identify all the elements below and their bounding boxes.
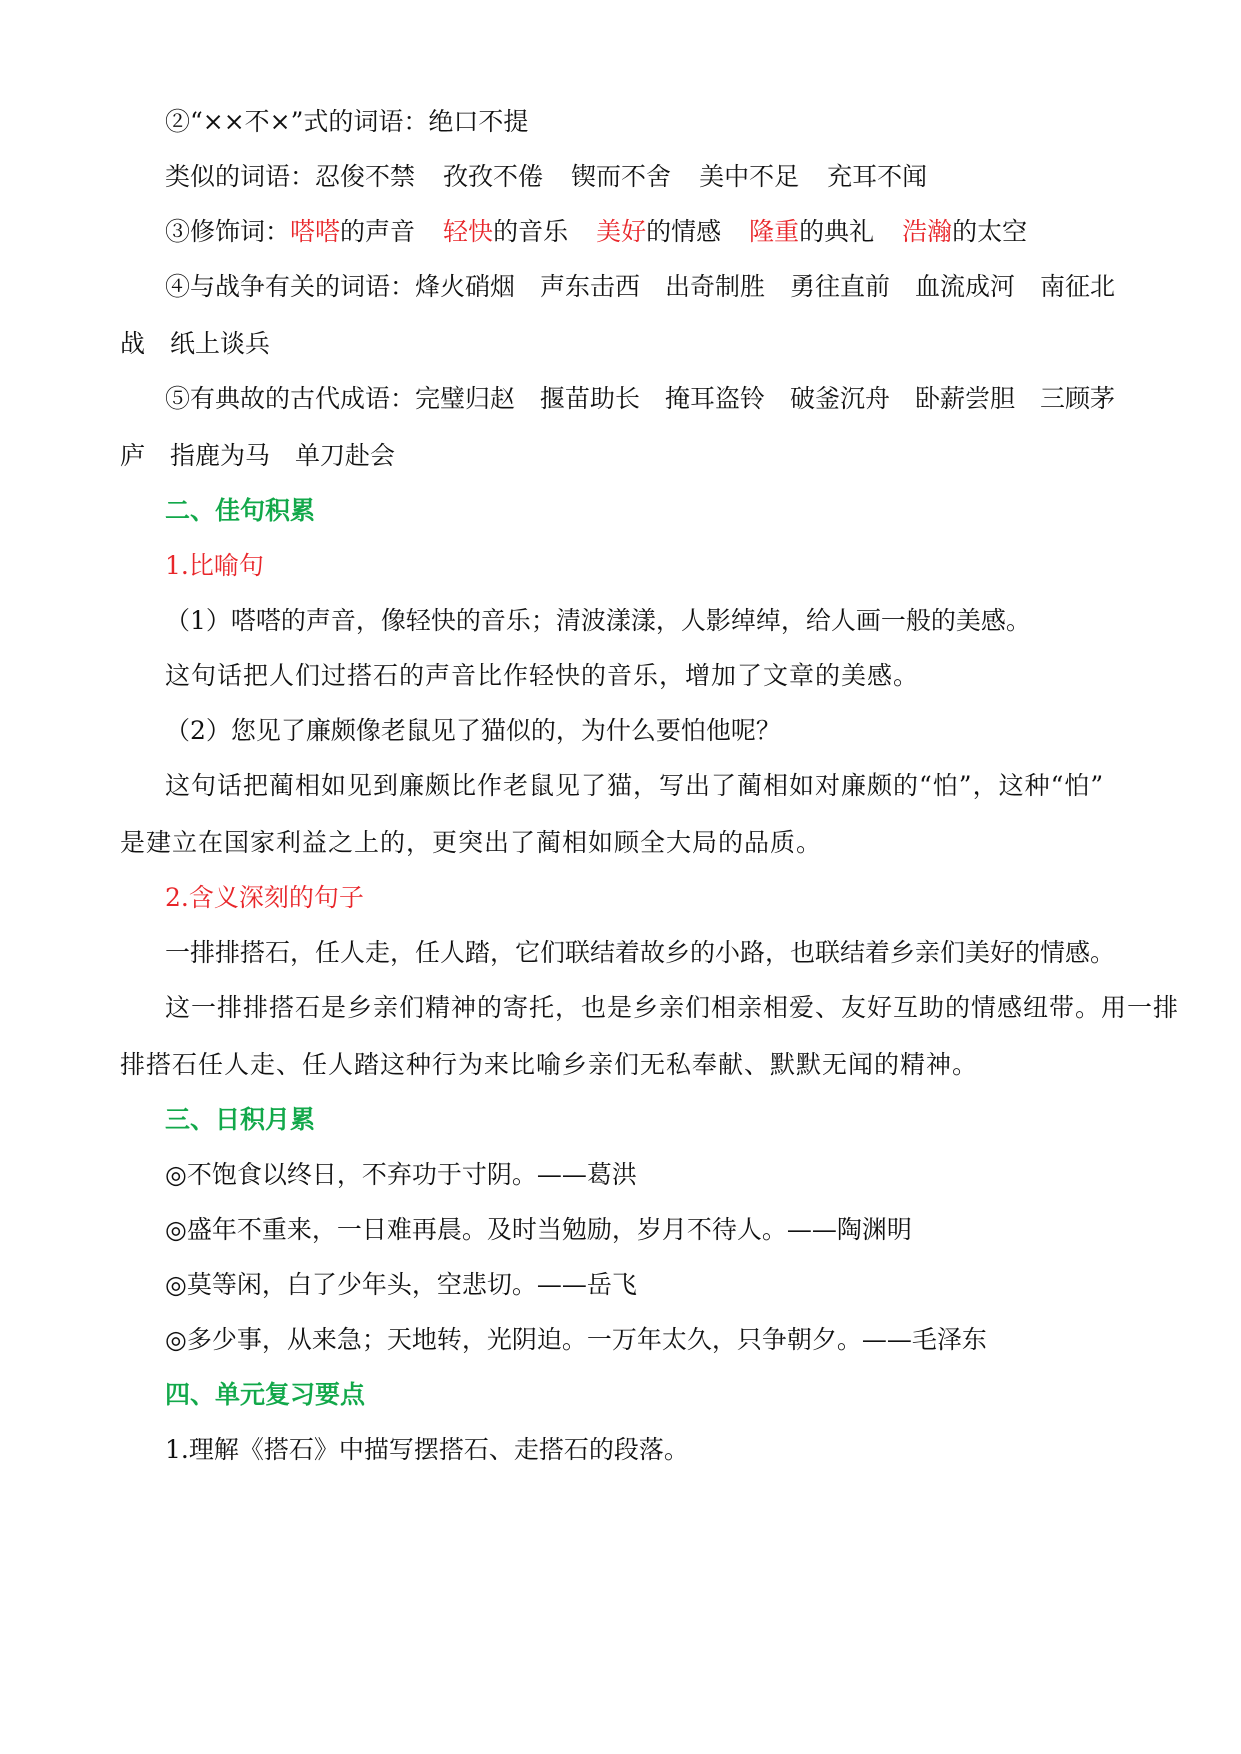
war-words-line-2: 战 纸上谈兵 [120,329,271,358]
idioms-line-1: ⑤有典故的古代成语：完璧归赵 揠苗助长 掩耳盗铃 破釜沉舟 卧薪尝胆 三顾茅 [165,384,1116,413]
sentence-3-note-line-1: 这一排排搭石是乡亲们精神的寄托，也是乡亲们相亲相爱、友好互助的情感纽带。用一排 [165,993,1180,1022]
quote-1: ◎不饱食以终日，不弃功于寸阴。——葛洪 [165,1160,637,1189]
section-2-heading: 二、佳句积累 [165,496,316,525]
modifier-words-line: ③修饰词：嗒嗒的声音 轻快的音乐 美好的情感 隆重的典礼 浩瀚的太空 [165,217,1028,246]
idioms-line-2: 庐 指鹿为马 单刀赴会 [120,441,396,470]
sentence-3: 一排排搭石，任人走，任人踏，它们联结着故乡的小路，也联结着乡亲们美好的情感。 [165,938,1116,967]
section-3-heading: 三、日积月累 [165,1105,316,1134]
quote-4: ◎多少事，从来急；天地转，光阴迫。一万年太久，只争朝夕。——毛泽东 [165,1325,987,1354]
sub-heading-metaphor: 1.比喻句 [165,551,264,580]
sentence-2-note-line-2: 是建立在国家利益之上的，更突出了蔺相如顾全大局的品质。 [120,828,823,857]
sentence-1-note: 这句话把人们过搭石的声音比作轻快的音乐，增加了文章的美感。 [165,661,920,690]
sentence-1: （1）嗒嗒的声音，像轻快的音乐；清波漾漾，人影绰绰，给人画一般的美感。 [165,606,1031,635]
quote-2: ◎盛年不重来，一日难再晨。及时当勉励，岁月不待人。——陶渊明 [165,1215,912,1244]
section-4-heading: 四、单元复习要点 [165,1380,366,1409]
sentence-3-note-line-2: 排搭石任人走、任人踏这种行为来比喻乡亲们无私奉献、默默无闻的精神。 [120,1050,979,1079]
quote-3: ◎莫等闲，白了少年头，空悲切。——岳飞 [165,1270,637,1299]
sentence-2: （2）您见了廉颇像老鼠见了猫似的，为什么要怕他呢？ [165,716,781,745]
war-words-line-1: ④与战争有关的词语：烽火硝烟 声东击西 出奇制胜 勇往直前 血流成河 南征北 [165,272,1116,301]
sentence-2-note-line-1: 这句话把蔺相如见到廉颇比作老鼠见了猫，写出了蔺相如对廉颇的“怕”，这种“怕” [165,771,1105,800]
sub-heading-deep-sentences: 2.含义深刻的句子 [165,883,364,912]
review-point-1: 1.理解《搭石》中描写摆搭石、走搭石的段落。 [165,1435,689,1464]
item2-line: ②“××不×”式的词语：绝口不提 [165,107,529,136]
similar-words-line: 类似的词语：忍俊不禁 孜孜不倦 锲而不舍 美中不足 充耳不闻 [165,162,928,191]
